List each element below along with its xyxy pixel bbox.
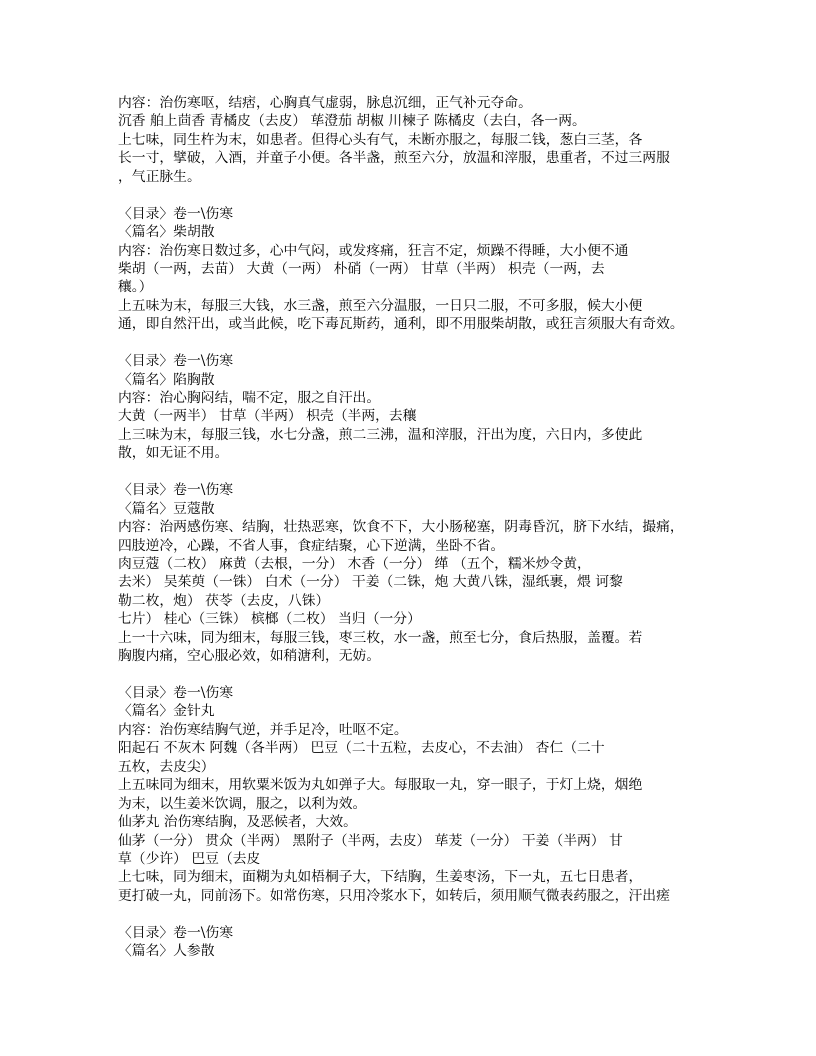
ingredients-line: 七片） 桂心（三铢） 槟榔（二枚） 当归（一分） <box>118 611 421 628</box>
sub-formula-line: 仙茅丸 治伤寒结胸，及恶候者，大效。 <box>118 814 357 831</box>
ingredients-line: 沉香 舶上茴香 青橘皮（去皮） 荜澄茄 胡椒 川楝子 陈橘皮（去白，各一两。 <box>118 113 586 130</box>
ingredients-line: 草（少许） 巴豆（去皮 <box>118 850 261 867</box>
content-line: 内容：治伤寒呕，结痞，心胸真气虚弱，脉息沉细，正气补元夺命。 <box>118 95 532 111</box>
content-line: 四肢逆冷，心躁，不省人事，食症结聚，心下逆满，坐卧不省。 <box>118 537 505 554</box>
ingredients-line: 大黄（一两半） 甘草（半两） 枳壳（半两，去穰 <box>118 408 417 425</box>
content-line: 内容：治心胸闷结，喘不定，服之自汗出。 <box>118 390 381 406</box>
catalog-heading: 〈目录〉卷一\伤寒 <box>118 205 234 222</box>
preparation-line: ，气正脉生。 <box>118 168 201 185</box>
content-line: 内容：治两感伤寒、结胸，壮热恶寒，饮食不下，大小肠秘塞，阴毒昏沉，脐下水结，撮痛， <box>118 519 684 536</box>
preparation-line: 为末，以生姜米饮调，服之，以利为效。 <box>118 795 367 812</box>
section-title: 〈篇名〉柴胡散 <box>118 224 215 241</box>
preparation-line: 胸腹内痛，空心服必效，如稍溏利，无妨。 <box>118 648 381 665</box>
document-page <box>118 94 758 961</box>
preparation-line: 通，即自然汗出，或当此候，吃下毒瓦斯药，通利，即不用服柴胡散，或狂言须服大有奇效。 <box>118 316 684 333</box>
blank-line <box>118 334 758 352</box>
ingredients-line: 穰。） <box>118 279 153 296</box>
catalog-heading: 〈目录〉卷一\伤寒 <box>118 482 234 499</box>
section-continuation <box>118 94 758 186</box>
preparation-line: 散，如无证不用。 <box>118 445 229 462</box>
catalog-heading: 〈目录〉卷一\伤寒 <box>118 353 234 370</box>
ingredients-line: 勒二枚，炮） 茯苓（去皮，八铢） <box>118 592 330 609</box>
catalog-heading: 〈目录〉卷一\伤寒 <box>118 924 234 941</box>
preparation-line: 上五味同为细末，用软粟米饭为丸如弹子大。每服取一丸，穿一眼子，于灯上烧，烟绝 <box>118 777 643 794</box>
preparation-line: 上三味为末，每服三钱，水七分盏，煎二三沸，温和滓服，汗出为度，六日内，多使此 <box>118 426 643 443</box>
preparation-line: 上七味，同生杵为末，如患者。但得心头有气，未断亦服之，每服二钱，葱白三茎，各 <box>118 131 643 148</box>
ingredients-line: 柴胡（一两，去苗） 大黄（一两） 朴硝（一两） 甘草（半两） 枳壳（一两，去 <box>118 260 605 277</box>
preparation-line: 上一十六味，同为细末，每服三钱，枣三枚，水一盏，煎至七分，食后热服，盖覆。若 <box>118 629 643 646</box>
ingredients-line: 五枚，去皮尖） <box>118 758 215 775</box>
preparation-line: 上五味为末，每服三大钱，水三盏，煎至六分温服，一日只二服，不可多服，候大小便 <box>118 297 643 314</box>
blank-line <box>118 905 758 923</box>
content-line: 内容：治伤寒结胸气逆，并手足冷，吐呕不定。 <box>118 721 408 738</box>
section-title: 〈篇名〉陷胸散 <box>118 371 215 388</box>
section-xianxiong-san <box>118 352 758 463</box>
section-title: 〈篇名〉豆蔻散 <box>118 500 215 517</box>
section-jinzhen-wan <box>118 684 758 905</box>
catalog-heading: 〈目录〉卷一\伤寒 <box>118 685 234 701</box>
blank-line <box>118 463 758 481</box>
blank-line <box>118 666 758 684</box>
preparation-line: 长一寸，擘破，入酒，并童子小便。各半盏，煎至六分，放温和滓服，患重者，不过三两服 <box>118 150 670 167</box>
blank-line <box>118 186 758 204</box>
section-renshen-san <box>118 924 758 961</box>
section-title: 〈篇名〉人参散 <box>118 943 215 960</box>
ingredients-line: 去米） 吴茱萸（一铢） 白术（一分） 干姜（二铢，炮 大黄八铢，湿纸裹，煨 诃黎 <box>118 574 623 591</box>
section-doukou-san <box>118 481 758 665</box>
preparation-line: 更打破一丸，同前汤下。如常伤寒，只用冷浆水下，如转后，须用顺气微表药服之，汗出瘥 <box>118 887 670 904</box>
ingredients-line: 阳起石 不灰木 阿魏（各半两） 巴豆（二十五粒，去皮心，不去油） 杏仁（二十 <box>118 740 605 757</box>
section-title: 〈篇名〉金针丸 <box>118 703 215 720</box>
ingredients-line: 肉豆蔻（二枚） 麻黄（去根，一分） 木香（一分） 缂 （五个，糯米炒令黄， <box>118 555 591 572</box>
ingredients-line: 仙茅（一分） 贯众（半两） 黑附子（半两，去皮） 荜茇（一分） 干姜（半两） 甘 <box>118 832 623 849</box>
section-chaihu-san <box>118 205 758 334</box>
content-line: 内容：治伤寒日数过多，心中气闷，或发疼痛，狂言不定，烦躁不得睡，大小便不通 <box>118 242 629 259</box>
preparation-line: 上七味，同为细末，面糊为丸如梧桐子大，下结胸，生姜枣汤，下一丸，五七日患者， <box>118 869 643 886</box>
